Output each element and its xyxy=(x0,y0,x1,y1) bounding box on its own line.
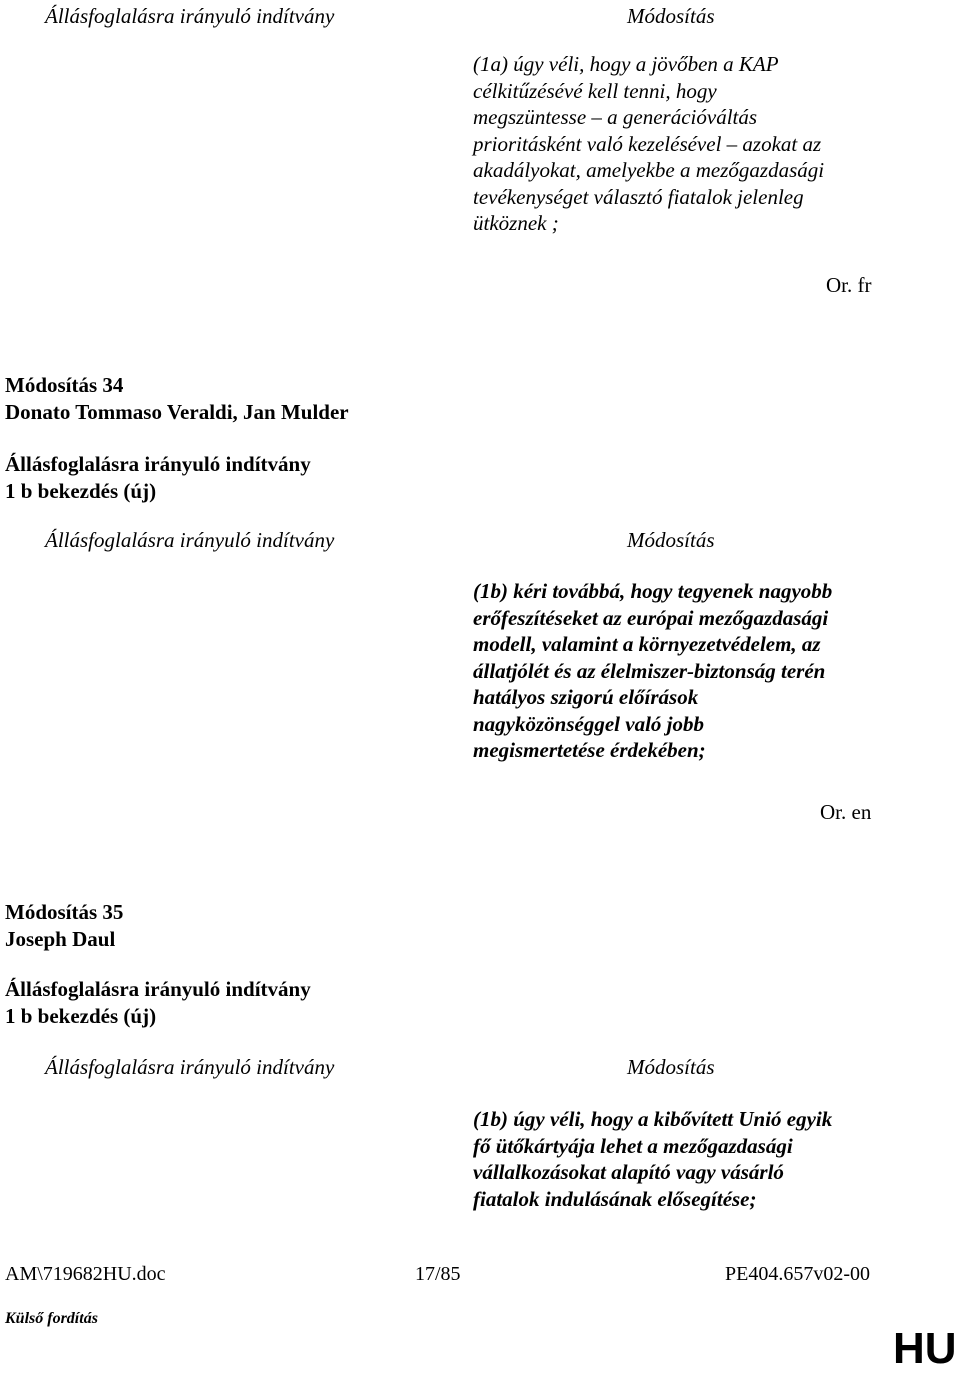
amendment-text xyxy=(473,1106,893,1212)
amendment-line: hatályos szigorú előírások xyxy=(473,685,699,709)
amendment-line: célkitűzésévé kell tenni, hogy xyxy=(473,78,717,103)
amendment-line: (1b) úgy véli, hogy a kibővített Unió egyik xyxy=(473,1107,833,1131)
target-document: Állásfoglalásra irányuló indítvány xyxy=(5,452,311,476)
amendment-line: (1b) kéri továbbá, hogy tegyenek nagyobb xyxy=(473,579,833,603)
amendment-line: vállalkozásokat alapító vagy vásárló xyxy=(473,1160,784,1184)
amendment-line: akadályokat, amelyekbe a mezőgazdasági xyxy=(473,158,825,182)
amendment-line: modell, valamint a környezetvédelem, az xyxy=(473,632,821,656)
amendment-text xyxy=(473,578,893,764)
left-column-heading: Állásfoglalásra irányuló indítvány xyxy=(45,1055,335,1079)
amendment-text xyxy=(473,51,893,237)
amendment-line: tevékenységet választó fiatalok jelenleg xyxy=(473,184,804,209)
footer-doc-ref: AM\719682HU.doc xyxy=(5,1263,166,1285)
right-column-heading: Módosítás xyxy=(627,1055,715,1079)
amendment-target-35 xyxy=(5,976,311,1030)
original-language: Or. fr xyxy=(826,273,872,297)
amendment-line: fiatalok indulásának elősegítése; xyxy=(473,1186,757,1211)
amendment-line: ütköznek ; xyxy=(473,211,559,235)
amendment-line: fő ütőkártyája lehet a mezőgazdasági xyxy=(473,1133,793,1158)
amendment-line: állatjólét és az élelmiszer-biztonság terén xyxy=(473,658,826,683)
amendment-header-35 xyxy=(5,899,123,953)
left-column-heading: Állásfoglalásra irányuló indítvány xyxy=(45,4,335,28)
amendment-header-34 xyxy=(5,372,349,426)
footer-translation-note: Külső fordítás xyxy=(5,1310,98,1327)
amendment-authors: Joseph Daul xyxy=(5,927,116,951)
language-mark: HU xyxy=(893,1324,957,1373)
target-paragraph: 1 b bekezdés (új) xyxy=(5,1004,157,1028)
amendment-line: (1a) úgy véli, hogy a jövőben a KAP xyxy=(473,52,779,76)
amendment-line: prioritásként való kezelésével – azokat az xyxy=(473,131,822,156)
target-paragraph: 1 b bekezdés (új) xyxy=(5,479,157,503)
amendment-line: erőfeszítéseket az európai mezőgazdasági xyxy=(473,605,829,630)
amendment-line: megszüntesse – a generációváltás xyxy=(473,105,758,129)
right-column-heading: Módosítás xyxy=(627,528,715,552)
amendment-number: Módosítás 35 xyxy=(5,900,124,924)
amendment-number: Módosítás 34 xyxy=(5,373,124,397)
footer-page-number: 17/85 xyxy=(415,1263,461,1285)
target-document: Állásfoglalásra irányuló indítvány xyxy=(5,977,311,1001)
left-column-heading: Állásfoglalásra irányuló indítvány xyxy=(45,528,335,552)
original-language: Or. en xyxy=(820,800,872,824)
amendment-line: nagyközönséggel való jobb xyxy=(473,711,704,736)
amendment-authors: Donato Tommaso Veraldi, Jan Mulder xyxy=(5,400,349,424)
right-column-heading: Módosítás xyxy=(627,4,715,28)
amendment-line: megismertetése érdekében; xyxy=(473,738,706,762)
footer-pe-ref: PE404.657v02-00 xyxy=(725,1263,870,1285)
amendment-target-34 xyxy=(5,451,311,505)
